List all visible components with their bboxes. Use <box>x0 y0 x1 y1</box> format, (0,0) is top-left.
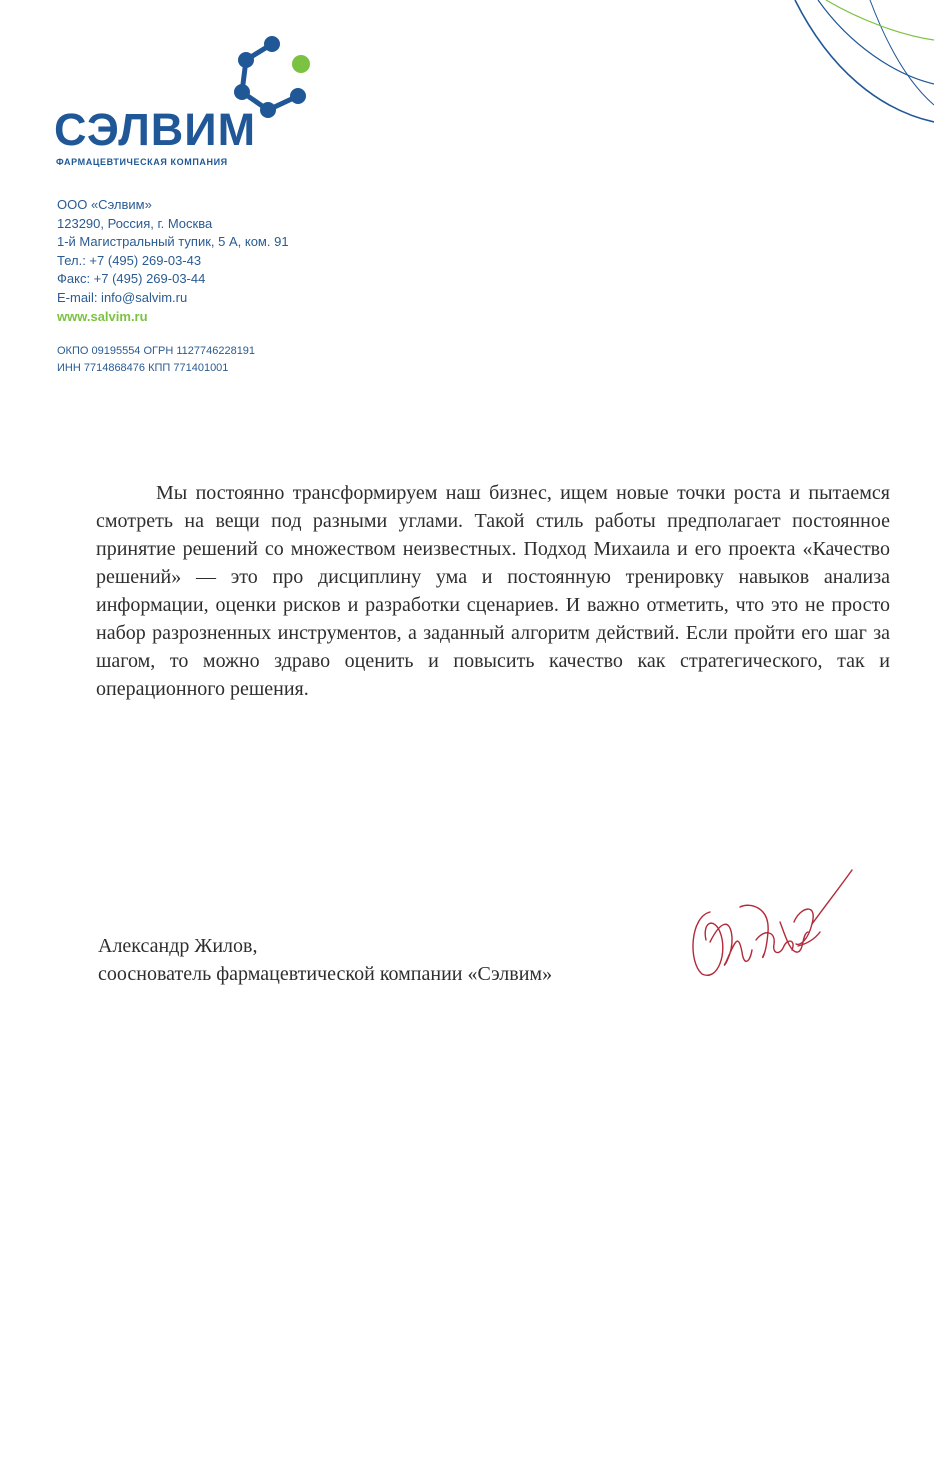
handwritten-signature <box>680 862 860 982</box>
registration-block <box>57 343 255 377</box>
email: E-mail: info@salvim.ru <box>57 289 188 305</box>
address-city: 123290, Россия, г. Москва <box>57 215 213 231</box>
address-street: 1-й Магистральный тупик, 5 А, ком. 91 <box>57 234 289 250</box>
company-legal-name: ООО «Сэлвим» <box>57 197 152 212</box>
phone: Тел.: +7 (495) 269-03-43 <box>57 252 202 268</box>
contact-block <box>57 196 289 326</box>
signer-title: сооснователь фармацевтической компании «Сэлвим» <box>98 963 553 985</box>
brand-name: СЭЛВИМ <box>54 104 257 155</box>
fax: Факс: +7 (495) 269-03-44 <box>57 271 206 287</box>
signer-name: Александр Жилов, <box>98 935 258 957</box>
website-link[interactable]: www.salvim.ru <box>57 308 148 324</box>
letter-body: Мы постоянно трансформируем наш бизнес, ищем новые точки роста и пытаемся смотреть на вещи под разными углами. Такой стиль работы предполагает постоянное принятие решений со множеством неизвестных. Подход Михаила и его проекта «Качество решений» — это про дисциплину ума и постоянную тренировку навыков анализа информации, оценки рисков и разработки сценариев. И важно отметить, что это не просто набор разрозненных инструментов, а заданный алгоритм действий. Если пройти его шаг за шагом, то можно здраво оценить и повысить качество как стратегического, так и операционного решения. <box>96 482 890 700</box>
brand-subtitle: ФАРМАЦЕВТИЧЕСКАЯ КОМПАНИЯ <box>56 157 228 167</box>
registration-codes-2: ИНН 7714868476 КПП 771401001 <box>57 362 229 374</box>
registration-codes-1: ОКПО 09195554 ОГРН 1127746228191 <box>57 345 256 357</box>
